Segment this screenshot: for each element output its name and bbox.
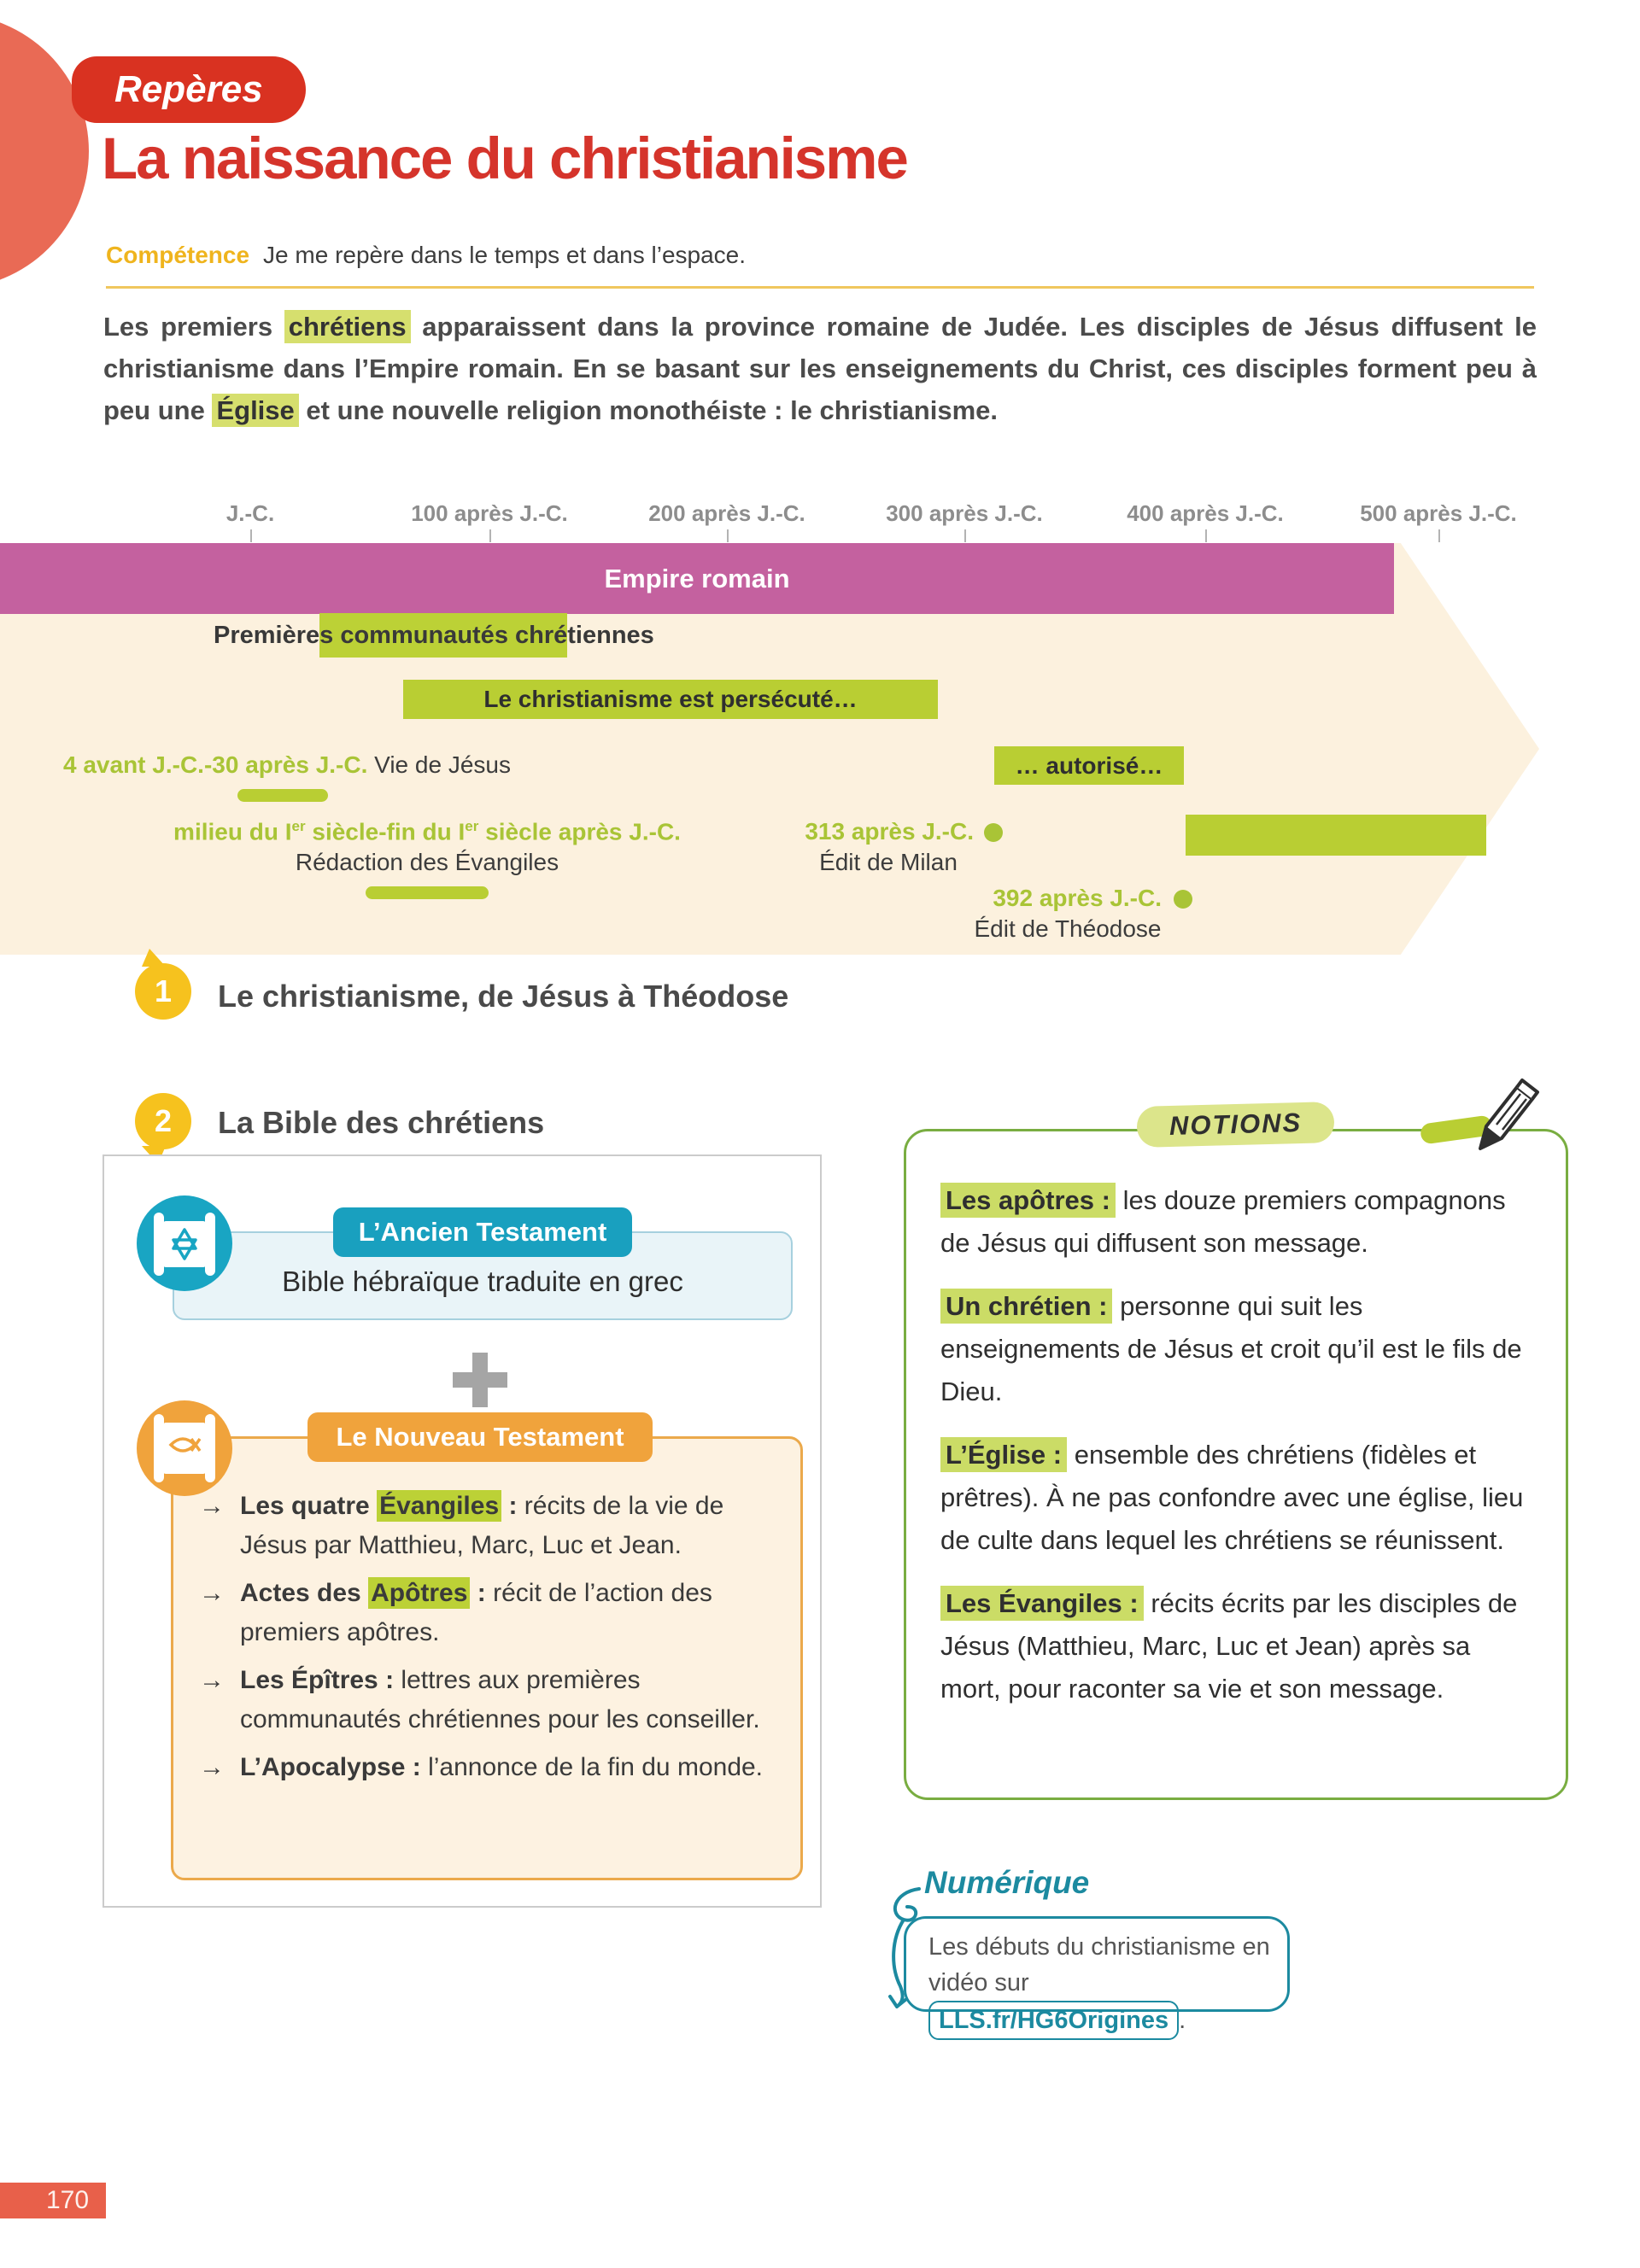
section-2-title: La Bible des chrétiens: [218, 1105, 545, 1140]
axis-label-100: 100 après J.-C.: [411, 500, 568, 526]
superscript-er: er: [291, 818, 306, 834]
empire-romain-bar: Empire romain: [0, 543, 1394, 614]
axis-label-500: 500 après J.-C.: [1360, 500, 1517, 526]
arrow-icon: →: [199, 1666, 225, 1694]
scroll-fish-icon: [137, 1400, 232, 1496]
gospels-date-text: siècle après J.-C.: [478, 818, 681, 845]
notions-box: [904, 1107, 1568, 1800]
corner-circle-decoration: [0, 14, 89, 289]
notion-entry: [940, 1179, 1535, 1265]
intro-text: et une nouvelle religion monothéiste : le christianisme.: [298, 395, 999, 425]
axis-tick: [964, 529, 966, 542]
arrow-icon: →: [199, 1753, 225, 1781]
list-item: [199, 1748, 776, 1787]
item-lead: :: [405, 1753, 421, 1781]
communities-highlight: s communautés chré: [319, 613, 567, 658]
arrow-icon: →: [199, 1492, 225, 1520]
intro-text: apparaissent dans la province romaine de Judée. Les disciples de Jésus diffusent le christianisme dans l’Empire romain. En se basant sur les enseignements du Christ, ces disciples forment peu à peu une: [103, 312, 1537, 425]
item-lead: :: [378, 1666, 395, 1694]
numerique-box: [904, 1916, 1290, 2034]
page-number: 170: [45, 2186, 90, 2214]
jesus-date: 4 avant J.-C.-30 après J.-C.: [63, 751, 368, 778]
numerique-text-after: .: [1179, 2007, 1186, 2034]
axis-label-200: 200 après J.-C.: [648, 500, 805, 526]
item-highlight: Apôtres: [368, 1577, 470, 1609]
authorized-bar: … autorisé…: [994, 746, 1184, 785]
item-lead: Les Épîtres: [240, 1666, 378, 1694]
jesus-label: Vie de Jésus: [374, 751, 511, 778]
intro-highlight-chretiens: chrétiens: [284, 310, 411, 343]
section-2-number-pin: [135, 1093, 191, 1149]
page-number-tab: [0, 2183, 106, 2218]
notion-term: L’Église :: [940, 1437, 1067, 1472]
axis-label-400: 400 après J.-C.: [1127, 500, 1284, 526]
jesus-period-underline: [237, 789, 328, 802]
list-item-text: [240, 1574, 776, 1652]
list-item: [199, 1661, 776, 1739]
plus-icon: [453, 1353, 507, 1407]
milestone-dot-313: [984, 823, 1003, 842]
gospels-date-text: siècle-fin du I: [305, 818, 466, 845]
item-highlight: Évangiles: [377, 1490, 501, 1522]
timeline-figure: [0, 495, 1640, 973]
intro-paragraph: [103, 306, 1537, 431]
page-title: La naissance du christianisme: [102, 126, 907, 191]
torah-scroll-icon: [137, 1195, 232, 1291]
competence-label: Compétence: [106, 242, 250, 268]
new-testament-label: Le Nouveau Testament: [308, 1412, 653, 1462]
new-testament-box: [171, 1436, 803, 1880]
milestone-dot-392: [1174, 890, 1192, 909]
item-lead: L’Apocalypse: [240, 1753, 406, 1781]
competence-text: Je me repère dans le temps et dans l’espace.: [263, 242, 747, 268]
arrow-icon: →: [199, 1579, 225, 1607]
item-lead: :: [501, 1492, 518, 1520]
lls-link-pill[interactable]: LLS.fr/HG6Origines: [928, 2001, 1179, 2040]
notion-entry: [940, 1434, 1535, 1562]
notion-term: Les apôtres :: [940, 1183, 1116, 1218]
notion-entry: [940, 1285, 1535, 1413]
notion-definition: personne qui suit les enseignements de Jésus et croit qu’il est le fils de Dieu.: [940, 1291, 1522, 1406]
list-item-text: [240, 1748, 763, 1787]
numerique-title: Numérique: [924, 1865, 1090, 1900]
communities-text: tiennes: [567, 622, 654, 649]
notion-definition: ensemble des chrétiens (fidèles et prêtres). À ne pas confondre avec une église, lieu de culte dans lequel les chrétiens se réunissent.: [940, 1440, 1524, 1555]
list-item-text: [240, 1487, 776, 1565]
axis-label-0: J.-C.: [226, 500, 275, 526]
axis-tick: [727, 529, 729, 542]
notion-definition: les douze premiers compagnons de Jésus qui diffusent son message.: [940, 1185, 1506, 1258]
item-lead: Actes des: [240, 1579, 369, 1607]
gospels-label: Rédaction des Évangiles: [295, 849, 559, 875]
numerique-text: Les débuts du christianisme en vidéo sur: [928, 1933, 1270, 1996]
section-number: 2: [154, 1103, 173, 1138]
section-1-number-pin: [135, 963, 191, 1020]
item-lead: :: [470, 1579, 486, 1607]
section-1-title: Le christianisme, de Jésus à Théodose: [218, 979, 789, 1014]
item-text: récits de la vie de Jésus par Matthieu, Marc, Luc et Jean.: [240, 1492, 724, 1559]
list-item-text: [240, 1661, 776, 1739]
item-text: récit de l’action des premiers apôtres.: [240, 1579, 712, 1646]
list-item: [199, 1487, 776, 1565]
item-text: l’annonce de la fin du monde.: [420, 1753, 764, 1781]
intro-highlight-eglise: Église: [212, 394, 298, 427]
axis-tick: [1438, 529, 1440, 542]
competence-line: [106, 242, 746, 269]
notion-term: Un chrétien :: [940, 1289, 1112, 1324]
gospels-date-text: milieu du I: [173, 818, 292, 845]
list-item: [199, 1574, 776, 1652]
gospels-period-underline: [366, 886, 489, 899]
notions-content: [906, 1131, 1566, 1727]
item-text: lettres aux premières communautés chrétiennes pour les conseiller.: [240, 1666, 760, 1733]
first-communities-label: [214, 622, 654, 650]
theodose-label: Édit de Théodose: [974, 915, 1162, 942]
section-number: 1: [154, 973, 173, 1008]
jesus-life-entry: [63, 751, 511, 779]
axis-tick: [1205, 529, 1207, 542]
axis-label-300: 300 après J.-C.: [886, 500, 1043, 526]
axis-tick: [250, 529, 252, 542]
pencil-icon: [1468, 1075, 1542, 1163]
old-testament-label: L’Ancien Testament: [333, 1207, 632, 1257]
notion-definition: récits écrits par les disciples de Jésus (Matthieu, Marc, Luc et Jean) après sa mort, pour raconter sa vie et son message.: [940, 1588, 1518, 1704]
gospels-date: [120, 818, 735, 845]
old-testament-description: Bible hébraïque traduite en grec: [282, 1266, 683, 1297]
milan-date: 313 après J.-C.: [805, 818, 974, 845]
official-religion-bar: [1186, 815, 1486, 856]
intro-text: Les premiers: [103, 312, 284, 342]
communities-text: Première: [214, 622, 320, 649]
persecuted-bar: Le christianisme est persécuté…: [403, 680, 938, 719]
header-divider: [106, 286, 1534, 289]
reperes-badge: Repères: [72, 56, 306, 123]
axis-tick: [489, 529, 491, 542]
bible-diagram-card: [102, 1154, 822, 1908]
milan-label: Édit de Milan: [819, 849, 958, 875]
superscript-er: er: [465, 818, 479, 834]
notion-term: Les Évangiles :: [940, 1586, 1144, 1621]
item-lead: Les quatre: [240, 1492, 378, 1520]
theodose-date: 392 après J.-C.: [993, 885, 1162, 911]
notions-title: NOTIONS: [1137, 1102, 1335, 1148]
notion-entry: [940, 1582, 1535, 1710]
